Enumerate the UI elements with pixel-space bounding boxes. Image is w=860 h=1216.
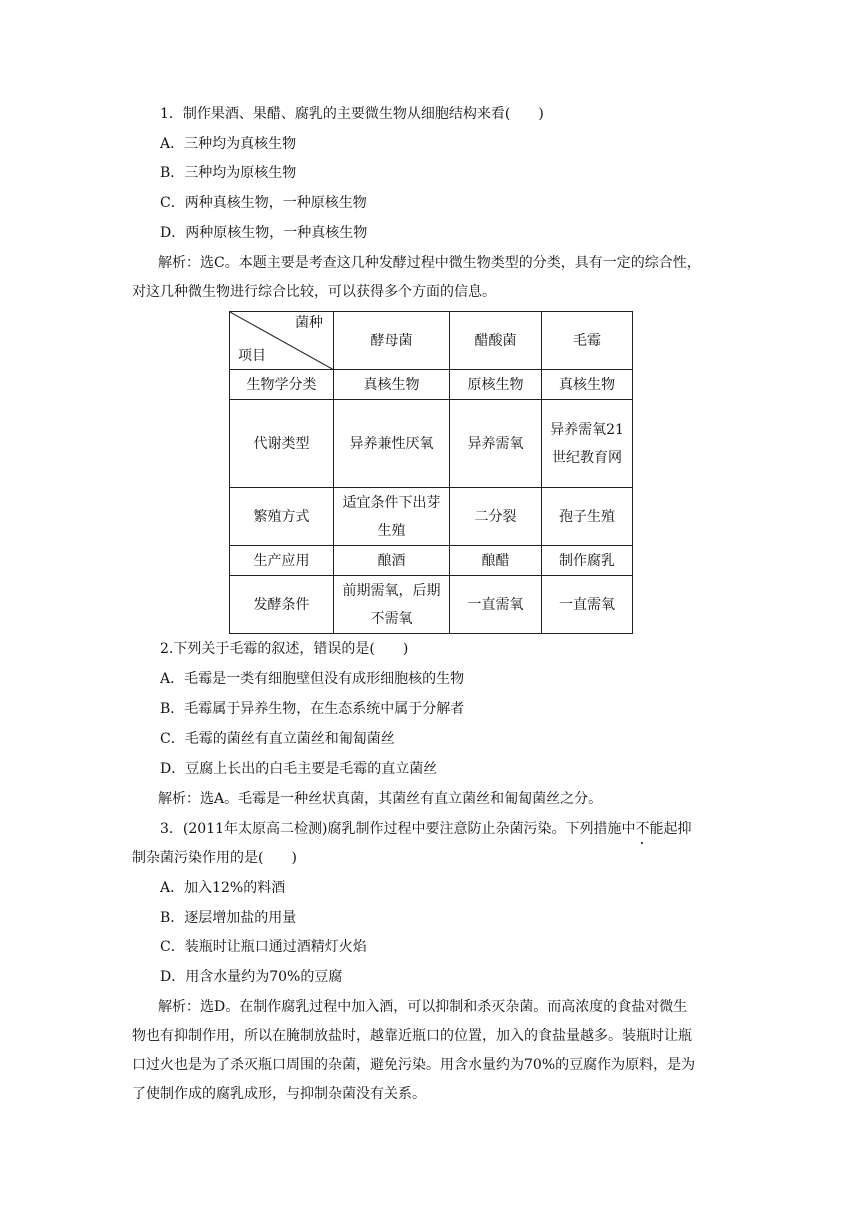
q2-option-b: B．毛霉属于异养生物，在生态系统中属于分解者 (160, 701, 465, 717)
table-cell: 酿酒 (334, 546, 450, 576)
q1-stem: 1．制作果酒、果醋、腐乳的主要微生物从细胞结构来看( ) (160, 106, 544, 122)
q1-option-b: B．三种均为原核生物 (160, 165, 297, 181)
header-mucor: 毛霉 (542, 312, 633, 370)
table-cell: 适宜条件下出芽生殖 (334, 488, 450, 546)
q3-stem-emphasis: 不 (635, 821, 650, 837)
q2-option-c: C．毛霉的菌丝有直立菌丝和匍匐菌丝 (160, 731, 395, 747)
header-acetobacter: 醋酸菌 (450, 312, 542, 370)
q2-option-d: D．豆腐上长出的白毛主要是毛霉的直立菌丝 (160, 761, 438, 777)
q3-stem-line-1 (160, 819, 691, 839)
table-cell: 真核生物 (334, 370, 450, 400)
table-cell: 制作腐乳 (542, 546, 633, 576)
table-row (230, 370, 633, 400)
q3-option-a: A．加入12%的料酒 (160, 880, 286, 896)
table-cell: 酿醋 (450, 546, 542, 576)
table-row (230, 576, 633, 634)
table-cell: 孢子生殖 (542, 488, 633, 546)
table-cell: 二分裂 (450, 488, 542, 546)
q3-option-b: B．逐层增加盐的用量 (160, 910, 297, 926)
table-cell: 真核生物 (542, 370, 633, 400)
q3-analysis-line-1: 解析：选D。在制作腐乳过程中加入酒，可以抑制和杀灭杂菌。而高浓度的食盐对微生 (158, 999, 688, 1015)
table-header-row (230, 312, 633, 370)
row-label: 繁殖方式 (230, 488, 334, 546)
q3-stem-line-2: 制杂菌污染作用的是( ) (132, 850, 297, 866)
table-cell: 异养需氧21世纪教育网 (542, 400, 633, 488)
q1-option-d: D．两种原核生物，一种真核生物 (160, 225, 368, 241)
row-label: 代谢类型 (230, 400, 334, 488)
table-row (230, 488, 633, 546)
q2-stem: 2.下列关于毛霉的叙述，错误的是( ) (160, 641, 409, 657)
q2-analysis: 解析：选A。毛霉是一种丝状真菌，其菌丝有直立菌丝和匍匐菌丝之分。 (158, 791, 603, 807)
q3-analysis-line-3: 口过火也是为了杀灭瓶口周围的杂菌，避免污染。用含水量约为70%的豆腐作为原料，是为 (132, 1057, 696, 1073)
q1-analysis-line-1: 解析：选C。本题主要是考查这几种发酵过程中微生物类型的分类，具有一定的综合性， (158, 255, 701, 271)
q3-option-d: D．用含水量约为70%的豆腐 (160, 969, 343, 985)
table-corner-cell (230, 312, 334, 370)
q2-option-a: A．毛霉是一类有细胞壁但没有成形细胞核的生物 (160, 671, 465, 687)
row-label: 发酵条件 (230, 576, 334, 634)
row-label: 生物学分类 (230, 370, 334, 400)
table-row (230, 400, 633, 488)
q1-option-c: C．两种真核生物，一种原核生物 (160, 195, 367, 211)
q3-analysis-line-4: 了使制作成的腐乳成形，与抑制杂菌没有关系。 (132, 1086, 426, 1102)
header-yeast: 酵母菌 (334, 312, 450, 370)
table-cell: 前期需氧，后期不需氧 (334, 576, 450, 634)
q3-option-c: C．装瓶时让瓶口通过酒精灯火焰 (160, 939, 367, 955)
q3-stem-part-1: 3．(2011年太原高二检测)腐乳制作过程中要注意防止杂菌污染。下列措施中 (160, 821, 636, 837)
table-cell: 一直需氧 (542, 576, 633, 634)
row-label: 生产应用 (230, 546, 334, 576)
microbe-comparison-table (229, 311, 633, 634)
table-cell: 异养兼性厌氧 (334, 400, 450, 488)
table-row (230, 546, 633, 576)
q3-stem-part-2: 能起抑 (649, 821, 692, 837)
table-cell: 原核生物 (450, 370, 542, 400)
q3-analysis-line-2: 物也有抑制作用，所以在腌制放盐时，越靠近瓶口的位置，加入的食盐量越多。装瓶时让瓶 (132, 1028, 692, 1044)
corner-label-strain: 菌种 (295, 315, 323, 331)
table-cell: 异养需氧 (450, 400, 542, 488)
q1-option-a: A．三种均为真核生物 (160, 136, 297, 152)
q1-analysis-line-2: 对这几种微生物进行综合比较，可以获得多个方面的信息。 (132, 284, 496, 300)
table-cell: 一直需氧 (450, 576, 542, 634)
corner-label-item: 项目 (238, 348, 266, 364)
